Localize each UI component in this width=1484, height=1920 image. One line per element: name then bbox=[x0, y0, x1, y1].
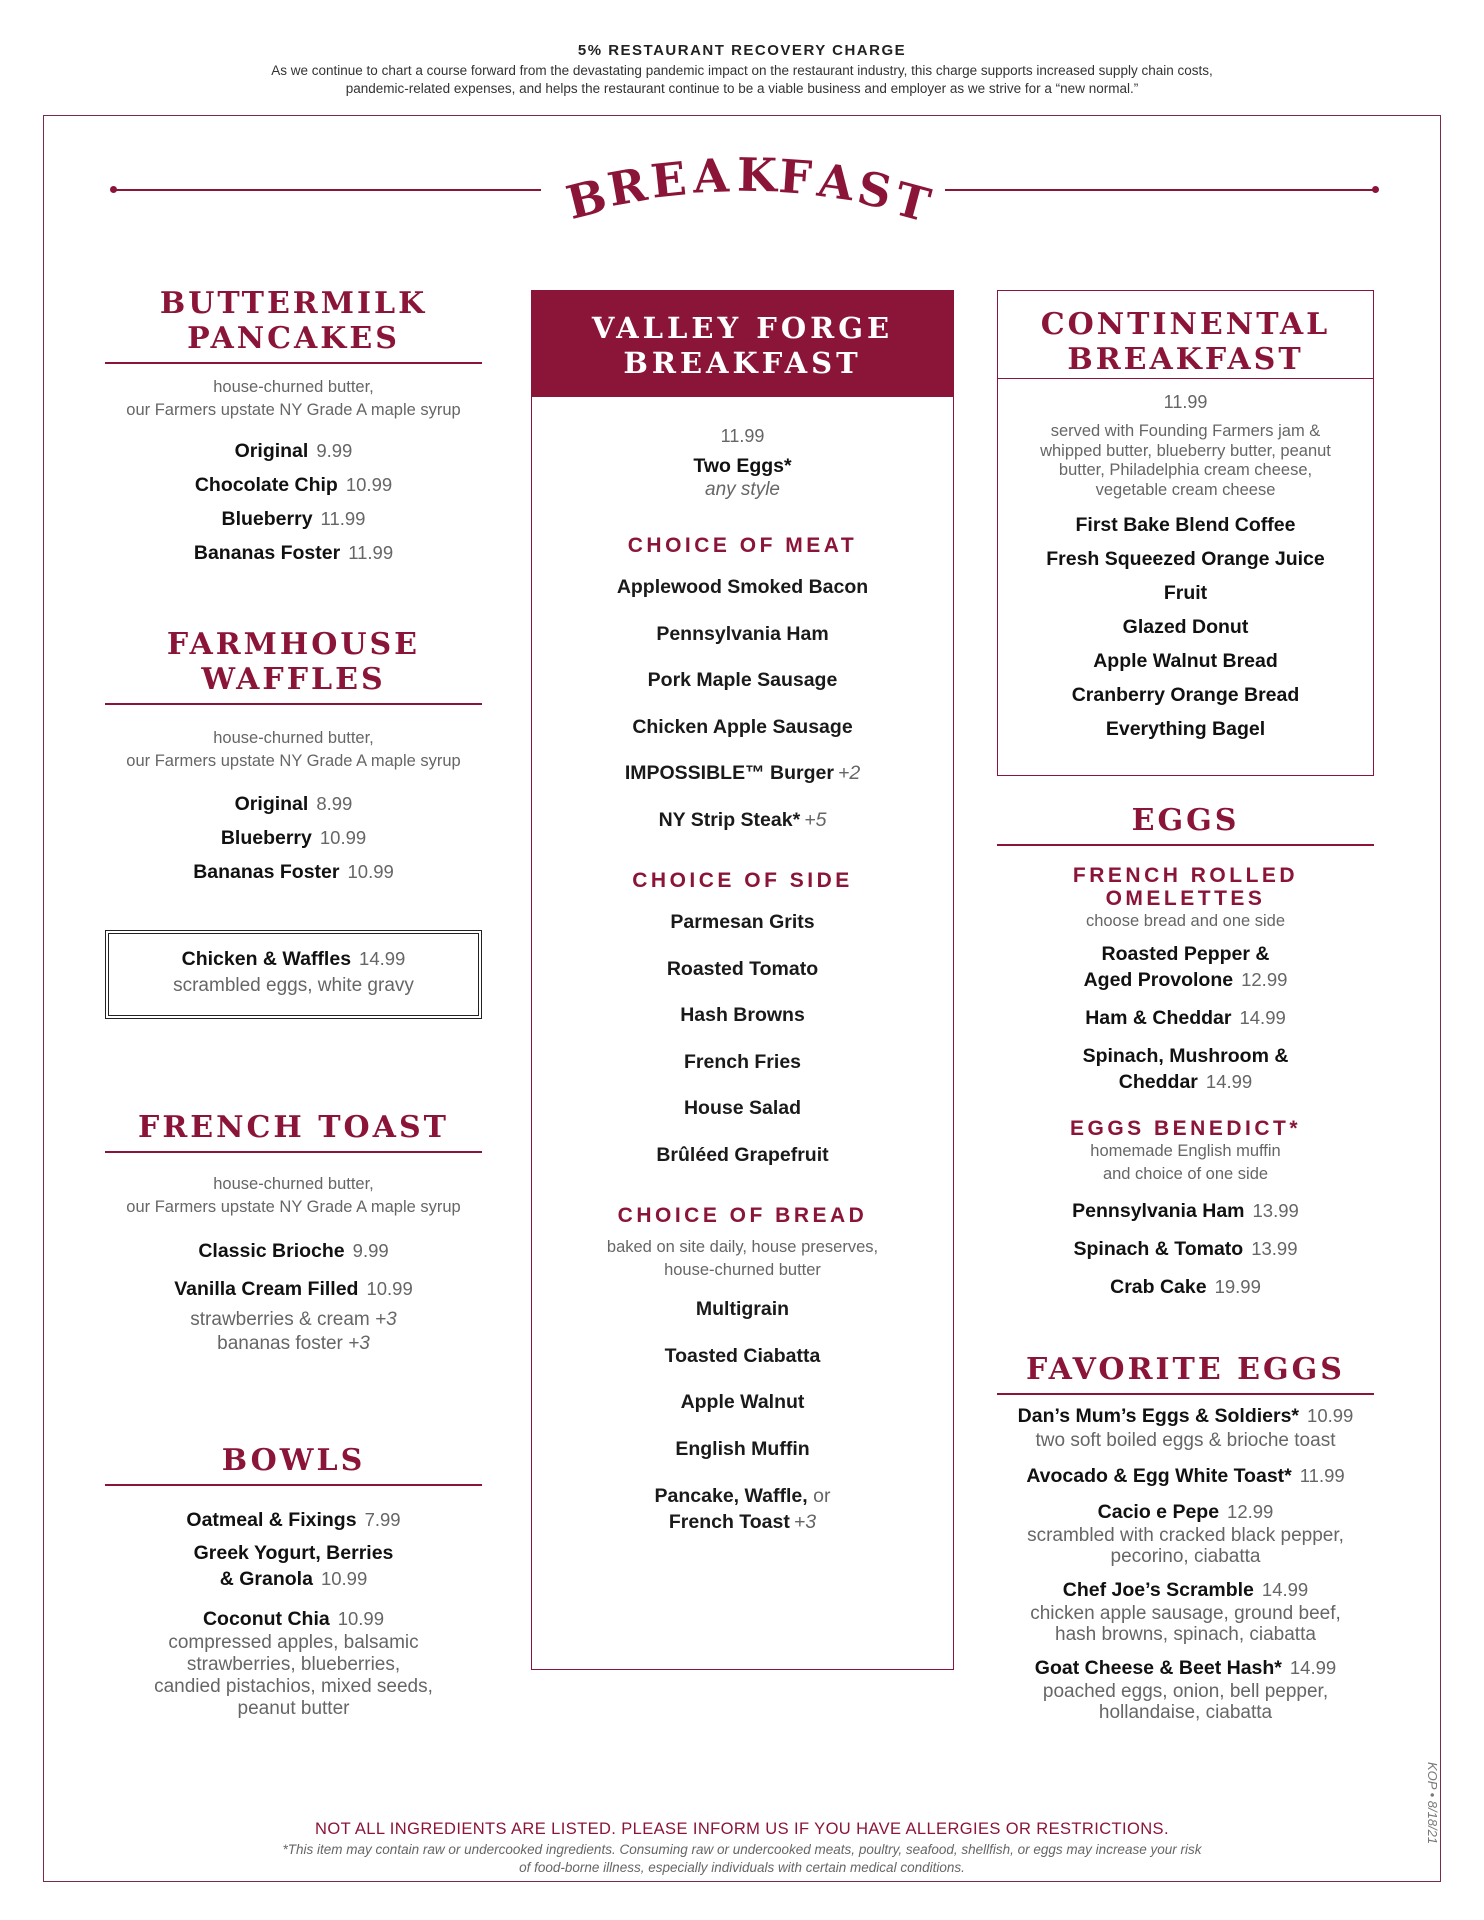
pancakes-desc-1: house-churned butter, bbox=[213, 377, 374, 396]
footer bbox=[0, 1820, 1484, 1877]
benedict-item: Crab Cake 19.99 bbox=[1110, 1275, 1261, 1298]
item-desc: scrambled with cracked black pepper, bbox=[1027, 1524, 1344, 1546]
chicken-waffles-feature bbox=[105, 930, 482, 1019]
valley-forge-title-line-1: VALLEY FORGE bbox=[591, 311, 894, 345]
section-rule bbox=[105, 1151, 482, 1153]
meat-option: Applewood Smoked Bacon bbox=[616, 576, 869, 598]
menu-item: Oatmeal & Fixings 7.99 bbox=[186, 1508, 401, 1531]
title-letter: K bbox=[736, 147, 778, 203]
item-desc: candied pistachios, mixed seeds, bbox=[154, 1675, 433, 1697]
continental-desc: served with Founding Farmers jam & bbox=[1050, 422, 1321, 440]
bowls-title: BOWLS bbox=[221, 1443, 366, 1478]
valley-forge-title-line-2: BREAKFAST bbox=[623, 346, 862, 380]
menu-item: Coconut Chia 10.99 bbox=[202, 1607, 385, 1630]
omelette-item: Ham & Cheddar 14.99 bbox=[1085, 1006, 1286, 1029]
omelettes-title-line-1: FRENCH ROLLED bbox=[1072, 863, 1299, 887]
meat-option: Chicken Apple Sausage bbox=[632, 715, 853, 738]
omelettes-title-line-2: OMELETTES bbox=[1105, 886, 1266, 910]
choice-of-bread-title: CHOICE OF BREAD bbox=[617, 1204, 868, 1227]
item-desc: chicken apple sausage, ground beef, bbox=[1030, 1602, 1341, 1624]
menu-item: Chocolate Chip 10.99 bbox=[194, 473, 393, 496]
item-desc: poached eggs, onion, bell pepper, bbox=[1042, 1680, 1329, 1702]
side-option: Brûléed Grapefruit bbox=[656, 1143, 829, 1166]
continental-title-line-2: BREAKFAST bbox=[1067, 342, 1304, 377]
title-rule-dot-right bbox=[1372, 186, 1379, 193]
continental-item: Apple Walnut Bread bbox=[1093, 650, 1278, 672]
item-addon: bananas foster +3 bbox=[217, 1332, 370, 1354]
french-toast-desc-1: house-churned butter, bbox=[213, 1174, 374, 1193]
bread-desc-2: house-churned butter bbox=[664, 1261, 821, 1279]
french-toast-title: FRENCH TOAST bbox=[138, 1110, 449, 1145]
continental-desc: vegetable cream cheese bbox=[1095, 480, 1276, 499]
title-rule-right bbox=[945, 189, 1375, 191]
menu-item: & Granola 10.99 bbox=[219, 1567, 368, 1590]
title-letter: E bbox=[648, 151, 689, 209]
item-desc: scrambled eggs, white gravy bbox=[173, 975, 414, 996]
benedict-desc-1: homemade English muffin bbox=[1090, 1141, 1281, 1160]
side-option: Hash Browns bbox=[680, 1004, 805, 1026]
benedict-item: Pennsylvania Ham 13.99 bbox=[1072, 1199, 1299, 1222]
choice-of-side-title: CHOICE OF SIDE bbox=[632, 869, 853, 892]
favorite-eggs-title: FAVORITE EGGS bbox=[1026, 1352, 1345, 1387]
section-rule bbox=[997, 844, 1374, 846]
notice-title: 5% RESTAURANT RECOVERY CHARGE bbox=[577, 42, 907, 59]
title-rule-left bbox=[113, 189, 541, 191]
bread-option: Multigrain bbox=[695, 1298, 790, 1320]
title-letter: A bbox=[814, 152, 858, 212]
item-desc: pecorino, ciabatta bbox=[1110, 1545, 1261, 1567]
menu-item: Greek Yogurt, Berries bbox=[193, 1541, 394, 1564]
valley-forge-price: 11.99 bbox=[720, 426, 765, 446]
waffles-section bbox=[105, 627, 482, 889]
choice-of-meat-title: CHOICE OF MEAT bbox=[627, 534, 858, 557]
item-desc: hash browns, spinach, ciabatta bbox=[1055, 1623, 1316, 1645]
french-toast-section bbox=[105, 1110, 482, 1356]
eggs-title: EGGS bbox=[1131, 803, 1240, 838]
continental-item: Everything Bagel bbox=[1105, 718, 1266, 740]
valley-forge-eggs: Two Eggs* bbox=[693, 455, 792, 477]
continental-item: Glazed Donut bbox=[1122, 616, 1249, 638]
title-letter: R bbox=[603, 157, 651, 217]
menu-item: Original 8.99 bbox=[234, 792, 353, 815]
continental-desc: butter, Philadelphia cream cheese, bbox=[1058, 461, 1313, 479]
omelette-item: Spinach, Mushroom & bbox=[1082, 1044, 1289, 1067]
pancakes-title-line-1: BUTTERMILK bbox=[159, 286, 428, 321]
title-letter: A bbox=[692, 148, 730, 204]
continental-box bbox=[997, 290, 1374, 776]
menu-item: Vanilla Cream Filled 10.99 bbox=[174, 1277, 413, 1300]
item-desc: compressed apples, balsamic bbox=[168, 1631, 419, 1653]
menu-item: Classic Brioche 9.99 bbox=[198, 1239, 389, 1262]
location-date-stamp: KOP • 8/18/21 bbox=[1425, 1762, 1440, 1845]
eggs-section bbox=[997, 803, 1374, 1306]
pancakes-desc-2: our Farmers upstate NY Grade A maple syrup bbox=[126, 400, 461, 419]
menu-item: Bananas Foster 11.99 bbox=[193, 541, 394, 564]
valley-forge-header bbox=[532, 291, 953, 397]
bread-option: Toasted Ciabatta bbox=[664, 1344, 821, 1367]
item-addon: strawberries & cream +3 bbox=[190, 1308, 397, 1330]
favorite-item: Cacio e Pepe 12.99 bbox=[1097, 1500, 1274, 1523]
allergy-notice: NOT ALL INGREDIENTS ARE LISTED. PLEASE INFORM US IF YOU HAVE ALLERGIES OR RESTRICTIONS. bbox=[315, 1820, 1169, 1838]
benedict-desc-2: and choice of one side bbox=[1102, 1164, 1269, 1183]
meat-option: IMPOSSIBLE™ Burger +2 bbox=[624, 762, 861, 784]
bread-option: English Muffin bbox=[675, 1437, 810, 1460]
continental-desc: whipped butter, blueberry butter, peanut bbox=[1040, 441, 1331, 460]
title-letter: F bbox=[777, 148, 814, 206]
bread-desc-1: baked on site daily, house preserves, bbox=[606, 1238, 879, 1256]
bread-option: Pancake, Waffle, or bbox=[654, 1485, 831, 1507]
side-option: House Salad bbox=[683, 1097, 802, 1119]
bowls-section bbox=[105, 1443, 482, 1720]
omelette-item: Aged Provolone 12.99 bbox=[1083, 968, 1288, 991]
benedict-title: EGGS BENEDICT* bbox=[1069, 1116, 1302, 1140]
meat-option: NY Strip Steak* +5 bbox=[658, 808, 827, 831]
waffles-title-line-2: WAFFLES bbox=[201, 662, 386, 697]
french-toast-desc-2: our Farmers upstate NY Grade A maple syrup bbox=[126, 1197, 461, 1216]
continental-item: Fruit bbox=[1163, 582, 1208, 604]
bread-option: Apple Walnut bbox=[680, 1391, 805, 1413]
section-rule bbox=[105, 362, 482, 364]
favorite-eggs-section bbox=[997, 1352, 1374, 1723]
menu-item: Bananas Foster 10.99 bbox=[193, 860, 394, 883]
continental-item: Cranberry Orange Bread bbox=[1071, 684, 1300, 706]
bread-option: French Toast +3 bbox=[668, 1511, 817, 1533]
menu-item: Chicken & Waffles 14.99 bbox=[181, 948, 406, 970]
menu-item: Blueberry 11.99 bbox=[221, 507, 366, 530]
notice-line-1: As we continue to chart a course forward from the devastating pandemic impact on the restaurant industry, this charge supports increased supply chain costs, bbox=[271, 63, 1213, 78]
favorite-item: Goat Cheese & Beet Hash* 14.99 bbox=[1034, 1656, 1337, 1679]
side-option: French Fries bbox=[683, 1050, 802, 1073]
disclaimer-line-2: of food-borne illness, especially individuals with certain medical conditions. bbox=[519, 1860, 965, 1875]
title-letter: B bbox=[561, 168, 612, 230]
notice-line-2: pandemic-related expenses, and helps the restaurant continue to be a viable business and employer as we strive for a “new normal.” bbox=[345, 81, 1139, 96]
item-desc: peanut butter bbox=[237, 1697, 350, 1719]
section-rule bbox=[105, 703, 482, 705]
omelette-item: Roasted Pepper & bbox=[1101, 942, 1270, 965]
item-desc: strawberries, blueberries, bbox=[186, 1653, 401, 1675]
waffles-desc-1: house-churned butter, bbox=[213, 728, 374, 747]
valley-forge-eggs-style: any style bbox=[705, 479, 780, 500]
omelettes-desc: choose bread and one side bbox=[1085, 911, 1286, 930]
continental-item: First Bake Blend Coffee bbox=[1075, 514, 1296, 536]
pancakes-title-line-2: PANCAKES bbox=[187, 321, 400, 356]
favorite-item: Dan’s Mum’s Eggs & Soldiers* 10.99 bbox=[1017, 1404, 1354, 1427]
item-desc: hollandaise, ciabatta bbox=[1098, 1701, 1273, 1723]
menu-item: Blueberry 10.99 bbox=[220, 826, 367, 849]
continental-header bbox=[998, 291, 1373, 379]
meat-option: Pork Maple Sausage bbox=[647, 669, 838, 691]
pancakes-section bbox=[105, 286, 482, 570]
omelette-item: Cheddar 14.99 bbox=[1118, 1070, 1253, 1093]
section-rule bbox=[105, 1484, 482, 1486]
recovery-charge-notice bbox=[0, 42, 1484, 98]
waffles-title-line-1: FARMHOUSE bbox=[166, 627, 421, 662]
item-desc: two soft boiled eggs & brioche toast bbox=[1035, 1429, 1336, 1451]
continental-price: 11.99 bbox=[1163, 392, 1208, 412]
title-letter: T bbox=[888, 171, 936, 233]
section-rule bbox=[997, 1393, 1374, 1395]
menu-item: Original 9.99 bbox=[234, 439, 353, 462]
waffles-desc-2: our Farmers upstate NY Grade A maple syrup bbox=[126, 751, 461, 770]
benedict-item: Spinach & Tomato 13.99 bbox=[1073, 1237, 1298, 1260]
title-letter: S bbox=[853, 160, 897, 220]
valley-forge-box bbox=[531, 290, 954, 1670]
meat-option: Pennsylvania Ham bbox=[656, 622, 829, 645]
continental-title-line-1: CONTINENTAL bbox=[1040, 307, 1331, 342]
continental-item: Fresh Squeezed Orange Juice bbox=[1046, 548, 1325, 570]
favorite-item: Chef Joe’s Scramble 14.99 bbox=[1062, 1578, 1309, 1601]
side-option: Parmesan Grits bbox=[670, 911, 815, 933]
favorite-item: Avocado & Egg White Toast* 11.99 bbox=[1026, 1464, 1345, 1487]
menu-title bbox=[545, 147, 940, 233]
disclaimer-line-1: *This item may contain raw or undercooked ingredients. Consuming raw or undercooked meats, poultry, seafood, shellfish, or eggs may increase your risk bbox=[282, 1842, 1202, 1857]
side-option: Roasted Tomato bbox=[666, 957, 819, 980]
